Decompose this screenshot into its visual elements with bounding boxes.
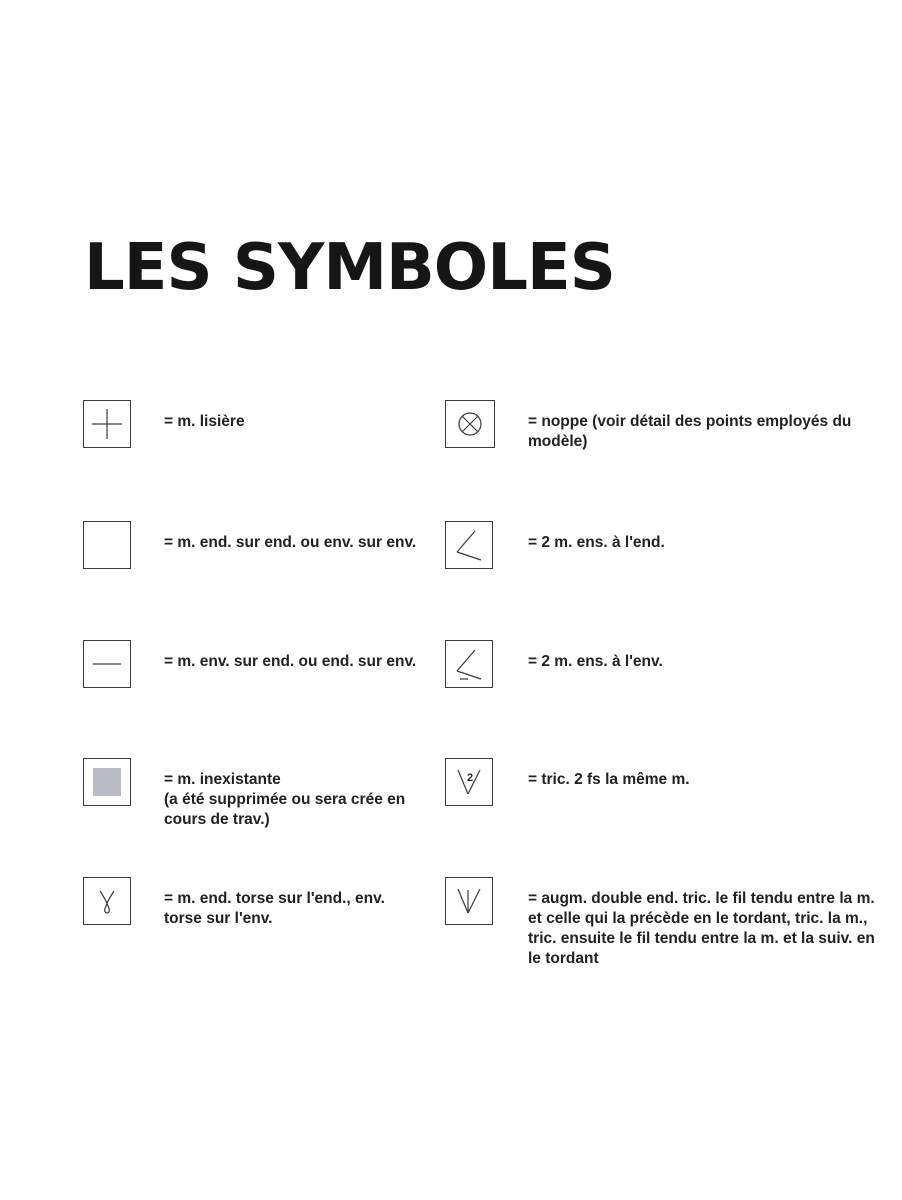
v-two-icon — [446, 759, 492, 805]
symbol-box — [83, 640, 131, 688]
legend-item — [445, 400, 885, 520]
legend-item — [445, 640, 885, 760]
symbol-box — [445, 640, 493, 688]
twisted-loop-icon — [84, 878, 130, 924]
symbol-description: = 2 m. ens. à l'env. — [528, 653, 663, 670]
page-title: LES SYMBOLES — [84, 231, 615, 305]
symbol-description: = m. inexistante (a été supprimée ou sera crée en cours de trav.) — [164, 771, 406, 828]
empty-square-icon — [84, 522, 130, 568]
legend-item — [445, 521, 885, 641]
decrease-left-purl-icon — [446, 641, 492, 687]
legend-item — [445, 877, 885, 997]
symbol-description: = 2 m. ens. à l'end. — [528, 534, 665, 551]
symbol-box — [83, 400, 131, 448]
decrease-left-icon — [446, 522, 492, 568]
symbol-description: = m. end. torse sur l'end., env. torse sur l'env. — [164, 890, 385, 927]
symbol-description: = m. end. sur end. ou env. sur env. — [164, 534, 417, 551]
symbol-description: = m. env. sur end. ou end. sur env. — [164, 653, 417, 670]
horizontal-dash-icon — [84, 641, 130, 687]
symbol-description: = tric. 2 fs la même m. — [528, 771, 690, 788]
symbol-number-label: 2 — [467, 772, 474, 784]
symbol-description: = m. lisière — [164, 413, 245, 430]
symbol-box — [83, 758, 131, 806]
double-increase-icon — [446, 878, 492, 924]
symbol-box — [445, 400, 495, 448]
symbol-box — [445, 877, 493, 925]
symbol-description: = augm. double end. tric. le fil tendu entre la m. et celle qui la précède en le tordant, tric. la m., tric. ensuite le fil tendu entre la m. et la suiv. en le tordant — [528, 890, 875, 967]
legend-item — [445, 758, 885, 878]
symbol-box — [445, 521, 493, 569]
gray-square-icon — [84, 759, 130, 805]
symbol-box — [83, 877, 131, 925]
symbol-box — [445, 758, 493, 806]
symbol-description: = noppe (voir détail des points employés du modèle) — [528, 413, 852, 450]
symbol-box — [83, 521, 131, 569]
plus-cross-icon — [84, 401, 130, 447]
circled-x-icon — [446, 401, 494, 447]
